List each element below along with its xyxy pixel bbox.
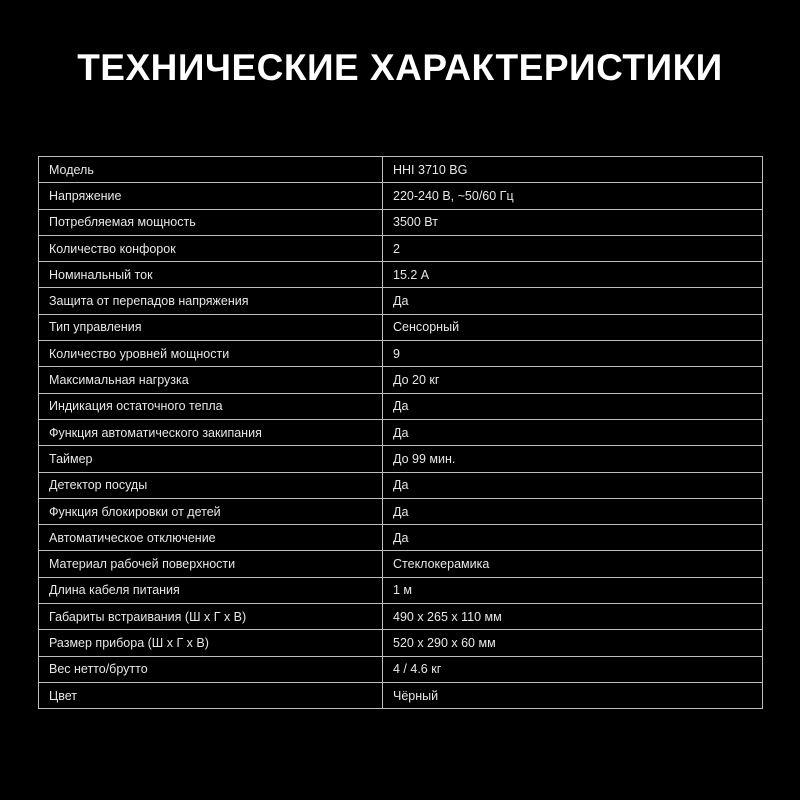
page-title: ТЕХНИЧЕСКИЕ ХАРАКТЕРИСТИКИ bbox=[77, 47, 723, 88]
spec-value: Да bbox=[383, 525, 763, 551]
spec-value: 2 bbox=[383, 235, 763, 261]
spec-label: Количество конфорок bbox=[39, 235, 383, 261]
spec-value: 15.2 А bbox=[383, 262, 763, 288]
spec-label: Защита от перепадов напряжения bbox=[39, 288, 383, 314]
spec-label: Тип управления bbox=[39, 314, 383, 340]
spec-row bbox=[39, 525, 763, 551]
spec-row bbox=[39, 209, 763, 235]
spec-row bbox=[39, 656, 763, 682]
spec-row bbox=[39, 393, 763, 419]
spec-row bbox=[39, 472, 763, 498]
spec-row bbox=[39, 235, 763, 261]
spec-label: Потребляемая мощность bbox=[39, 209, 383, 235]
spec-value: До 20 кг bbox=[383, 367, 763, 393]
spec-label: Вес нетто/брутто bbox=[39, 656, 383, 682]
spec-label: Таймер bbox=[39, 446, 383, 472]
spec-label: Модель bbox=[39, 157, 383, 183]
spec-row bbox=[39, 367, 763, 393]
spec-value: 4 / 4.6 кг bbox=[383, 656, 763, 682]
spec-label: Размер прибора (Ш х Г х В) bbox=[39, 630, 383, 656]
spec-value: Да bbox=[383, 288, 763, 314]
spec-label: Максимальная нагрузка bbox=[39, 367, 383, 393]
spec-label: Напряжение bbox=[39, 183, 383, 209]
spec-value: 520 х 290 х 60 мм bbox=[383, 630, 763, 656]
spec-value: 220-240 В, ~50/60 Гц bbox=[383, 183, 763, 209]
spec-row bbox=[39, 314, 763, 340]
spec-value: Сенсорный bbox=[383, 314, 763, 340]
spec-label: Детектор посуды bbox=[39, 472, 383, 498]
spec-row bbox=[39, 682, 763, 708]
spec-value: Да bbox=[383, 393, 763, 419]
specs-table-body bbox=[39, 157, 763, 709]
spec-value: Да bbox=[383, 419, 763, 445]
spec-label: Цвет bbox=[39, 682, 383, 708]
spec-row bbox=[39, 419, 763, 445]
spec-row bbox=[39, 288, 763, 314]
spec-label: Количество уровней мощности bbox=[39, 341, 383, 367]
spec-row bbox=[39, 577, 763, 603]
spec-value: Да bbox=[383, 498, 763, 524]
spec-label: Автоматическое отключение bbox=[39, 525, 383, 551]
spec-label: Габариты встраивания (Ш х Г х В) bbox=[39, 604, 383, 630]
spec-label: Функция автоматического закипания bbox=[39, 419, 383, 445]
spec-row bbox=[39, 551, 763, 577]
spec-label: Функция блокировки от детей bbox=[39, 498, 383, 524]
spec-value: Да bbox=[383, 472, 763, 498]
specs-table bbox=[38, 156, 763, 709]
spec-label: Индикация остаточного тепла bbox=[39, 393, 383, 419]
spec-row bbox=[39, 630, 763, 656]
spec-row bbox=[39, 498, 763, 524]
spec-row bbox=[39, 446, 763, 472]
spec-value: 9 bbox=[383, 341, 763, 367]
spec-value: 490 х 265 х 110 мм bbox=[383, 604, 763, 630]
spec-row bbox=[39, 604, 763, 630]
spec-label: Материал рабочей поверхности bbox=[39, 551, 383, 577]
spec-value: До 99 мин. bbox=[383, 446, 763, 472]
spec-label: Номинальный ток bbox=[39, 262, 383, 288]
spec-label: Длина кабеля питания bbox=[39, 577, 383, 603]
spec-row bbox=[39, 183, 763, 209]
spec-row bbox=[39, 262, 763, 288]
spec-value: Чёрный bbox=[383, 682, 763, 708]
spec-row bbox=[39, 341, 763, 367]
spec-value: Стеклокерамика bbox=[383, 551, 763, 577]
spec-value: 1 м bbox=[383, 577, 763, 603]
spec-row bbox=[39, 157, 763, 183]
spec-value: HHI 3710 BG bbox=[383, 157, 763, 183]
spec-value: 3500 Вт bbox=[383, 209, 763, 235]
